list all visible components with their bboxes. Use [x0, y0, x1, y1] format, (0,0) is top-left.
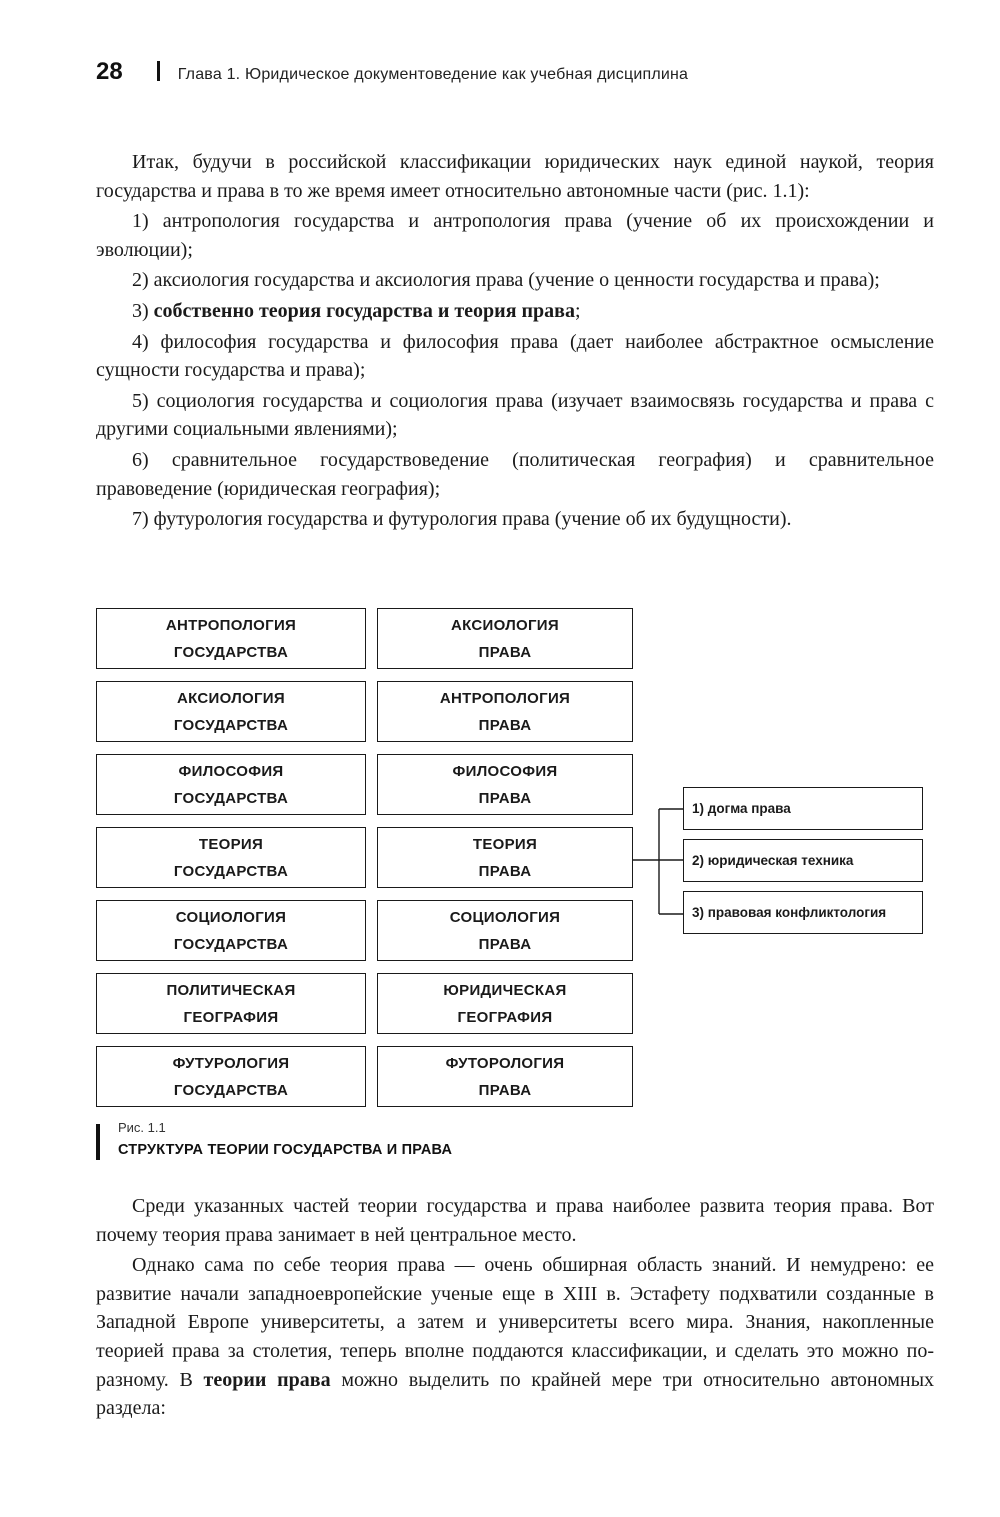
- sub-section-box: 1) догма права: [683, 787, 923, 830]
- diagram-box-right: ФИЛОСОФИЯ ПРАВА: [377, 754, 633, 815]
- diagram-box-right: АНТРОПОЛОГИЯ ПРАВА: [377, 681, 633, 742]
- list-item: 5) социология государства и социология права (изучает взаимосвязь государства и права с другими социальными явлениями);: [96, 389, 934, 441]
- diagram-box-right: ТЕОРИЯ ПРАВА: [377, 827, 633, 888]
- diagram-box-left: СОЦИОЛОГИЯ ГОСУДАРСТВА: [96, 900, 366, 961]
- sub-section-box: 2) юридическая техника: [683, 839, 923, 882]
- diagram-box-left: АНТРОПОЛОГИЯ ГОСУДАРСТВА: [96, 608, 366, 669]
- diagram-box-right: АКСИОЛОГИЯ ПРАВА: [377, 608, 633, 669]
- outro-paragraph: Среди указанных частей теории государства и права наиболее развита теория права. Вот почему теория права занимает в ней центральное место.: [96, 1195, 934, 1246]
- outro-paragraph: [96, 1251, 934, 1423]
- outro-text: [96, 1192, 934, 1423]
- diagram-box-left: ФУТУРОЛОГИЯ ГОСУДАРСТВА: [96, 1046, 366, 1107]
- diagram-box-right: ЮРИДИЧЕСКАЯ ГЕОГРАФИЯ: [377, 973, 633, 1034]
- diagram-box-right: СОЦИОЛОГИЯ ПРАВА: [377, 900, 633, 961]
- paragraph-text: Однако сама по себе теория права — очень обширная область знаний. И немудрено: ее развитие начали западноевропейские ученые еще в XIII в. Эстафету подхватили созданные в Западной Европе университеты, а затем и университеты всего мира. Знания, накопленные теорией права за столетия, теперь вполне поддаются классификации, и сделать это можно по-разному. В: [96, 1254, 934, 1391]
- list-item-prefix: 3): [132, 299, 154, 322]
- diagram-box-right: ФУТОРОЛОГИЯ ПРАВА: [377, 1046, 633, 1107]
- caption-title: СТРУКТУРА ТЕОРИИ ГОСУДАРСТВА И ПРАВА: [118, 1142, 453, 1158]
- page-header: [96, 58, 688, 86]
- list-item: 6) сравнительное государствоведение (политическая география) и сравнительное правоведение (юридическая география);: [96, 448, 934, 500]
- diagram-box-left: ПОЛИТИЧЕСКАЯ ГЕОГРАФИЯ: [96, 973, 366, 1034]
- list-item: 1) антропология государства и антропология права (учение об их происхождении и эволюции);: [96, 210, 934, 261]
- paragraph-text: можно выделить по крайней мере три относительно автономных раздела:: [96, 1368, 935, 1420]
- intro-text: [96, 148, 934, 534]
- emphasis-text: собственно теория государства и теория права: [153, 299, 575, 322]
- emphasis-text: теории права: [203, 1368, 331, 1391]
- diagram-box-left: ФИЛОСОФИЯ ГОСУДАРСТВА: [96, 754, 366, 815]
- page-number: 28: [96, 58, 123, 85]
- list-item: [96, 297, 934, 326]
- sub-section-box: 3) правовая конфликтология: [683, 891, 923, 934]
- caption-bar: [96, 1124, 100, 1160]
- intro-paragraph: Итак, будучи в российской классификации юридических наук единой наукой, теория государства и права в то же время имеет относительно автономные части (рис. 1.1):: [96, 151, 934, 202]
- list-item: 7) футурология государства и футурология права (учение об их будущности).: [132, 508, 792, 531]
- diagram-box-left: ТЕОРИЯ ГОСУДАРСТВА: [96, 827, 366, 888]
- diagram-box-left: АКСИОЛОГИЯ ГОСУДАРСТВА: [96, 681, 366, 742]
- caption-label: Рис. 1.1: [118, 1120, 166, 1135]
- list-item: 4) философия государства и философия права (дает наиболее абстрактное осмысление сущности государства и права);: [96, 330, 934, 382]
- list-item-suffix: ;: [574, 299, 581, 322]
- list-item: 2) аксиология государства и аксиология права (учение о ценности государства и права);: [132, 269, 880, 292]
- chapter-title: Глава 1. Юридическое документоведение как учебная дисциплина: [177, 66, 689, 83]
- header-divider: [157, 61, 160, 81]
